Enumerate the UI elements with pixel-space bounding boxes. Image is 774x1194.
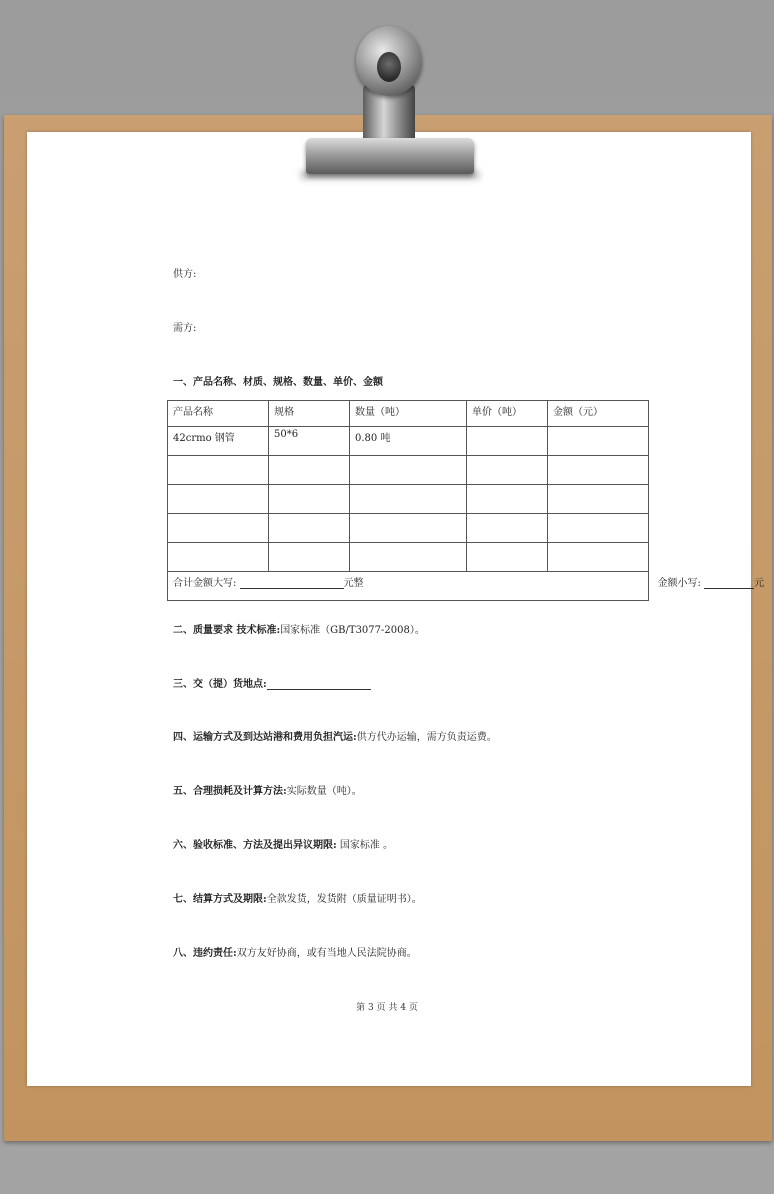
table-cell (548, 543, 649, 572)
section-1-heading: 一、产品名称、材质、规格、数量、单价、金额 (173, 377, 383, 388)
table-cell (548, 485, 649, 514)
table-total-row (168, 572, 649, 601)
table-cell (350, 485, 467, 514)
section-6-value: 国家标准 。 (336, 840, 394, 851)
section-7-value: 全款发货，发货附（质量证明书）。 (266, 894, 422, 905)
total-cell (168, 572, 765, 601)
section-7-heading: 七、结算方式及期限: (173, 894, 267, 905)
section-2-value: 国家标准（GB/T3077-2008）。 (280, 625, 425, 636)
section-8 (173, 944, 417, 959)
table-row (168, 543, 649, 572)
section-5-heading: 五、合理损耗及计算方法: (173, 786, 287, 797)
total-lower-blank (704, 577, 754, 589)
supplier-label: 供方: (173, 269, 197, 280)
delivery-location-blank (267, 678, 371, 690)
table-row (168, 456, 649, 485)
table-row (168, 485, 649, 514)
table-cell (350, 514, 467, 543)
section-4-heading: 四、运输方式及到达站港和费用负担汽运: (173, 732, 357, 743)
product-table (167, 400, 765, 601)
document-page (27, 132, 751, 1086)
table-header-cell: 产品名称 (168, 401, 269, 427)
table-cell: 50*6 (269, 427, 350, 456)
clip-bar (306, 138, 474, 174)
table-cell (269, 514, 350, 543)
table-cell (168, 543, 269, 572)
table-header-cell: 金额（元） (548, 401, 649, 427)
clip-hole (377, 52, 401, 82)
table-cell (350, 543, 467, 572)
table-cell (269, 543, 350, 572)
table-cell (168, 514, 269, 543)
table-row (168, 427, 649, 456)
table-cell (168, 456, 269, 485)
section-1-title (173, 373, 383, 388)
table-header-cell: 单价（吨） (467, 401, 548, 427)
section-4 (173, 728, 497, 743)
section-6 (173, 836, 393, 851)
section-4-value: 供方代办运输，需方负责运费。 (356, 732, 497, 743)
table-cell (548, 427, 649, 456)
total-lower-suffix: 元 (754, 578, 765, 589)
table-header-cell: 规格 (269, 401, 350, 427)
table-cell: 42crmo 钢管 (168, 427, 269, 456)
table-cell (467, 485, 548, 514)
section-7 (173, 890, 422, 905)
table-cell (269, 456, 350, 485)
total-upper-label: 合计金额大写: (173, 578, 237, 589)
total-upper-suffix: 元整 (343, 578, 364, 589)
table-row (168, 514, 649, 543)
section-5 (173, 782, 362, 797)
section-8-heading: 八、违约责任: (173, 948, 237, 959)
section-5-value: 实际数量（吨）。 (286, 786, 362, 797)
total-lower-label: 金额小写: (657, 578, 701, 589)
total-lower-group (658, 574, 765, 589)
table-cell (467, 427, 548, 456)
table-cell: 0.80 吨 (350, 427, 467, 456)
page-number: 第 3 页 共 4 页 (356, 1003, 418, 1013)
buyer-label: 需方: (173, 323, 197, 334)
table-cell (467, 543, 548, 572)
table-header-cell: 数量（吨） (350, 401, 467, 427)
section-2-heading: 二、质量要求 技术标准: (173, 625, 281, 636)
section-8-value: 双方友好协商，或有当地人民法院协商。 (236, 948, 417, 959)
section-3 (173, 675, 371, 690)
total-upper-blank (240, 577, 344, 589)
table-cell (269, 485, 350, 514)
table-cell (168, 485, 269, 514)
section-6-heading: 六、验收标准、方法及提出异议期限: (173, 840, 337, 851)
table-header-row (168, 401, 649, 427)
section-3-heading: 三、交（提）货地点: (173, 679, 267, 690)
table-cell (548, 456, 649, 485)
table-cell (350, 456, 467, 485)
table-cell (467, 514, 548, 543)
section-2 (173, 621, 425, 636)
table-cell (467, 456, 548, 485)
table-cell (548, 514, 649, 543)
